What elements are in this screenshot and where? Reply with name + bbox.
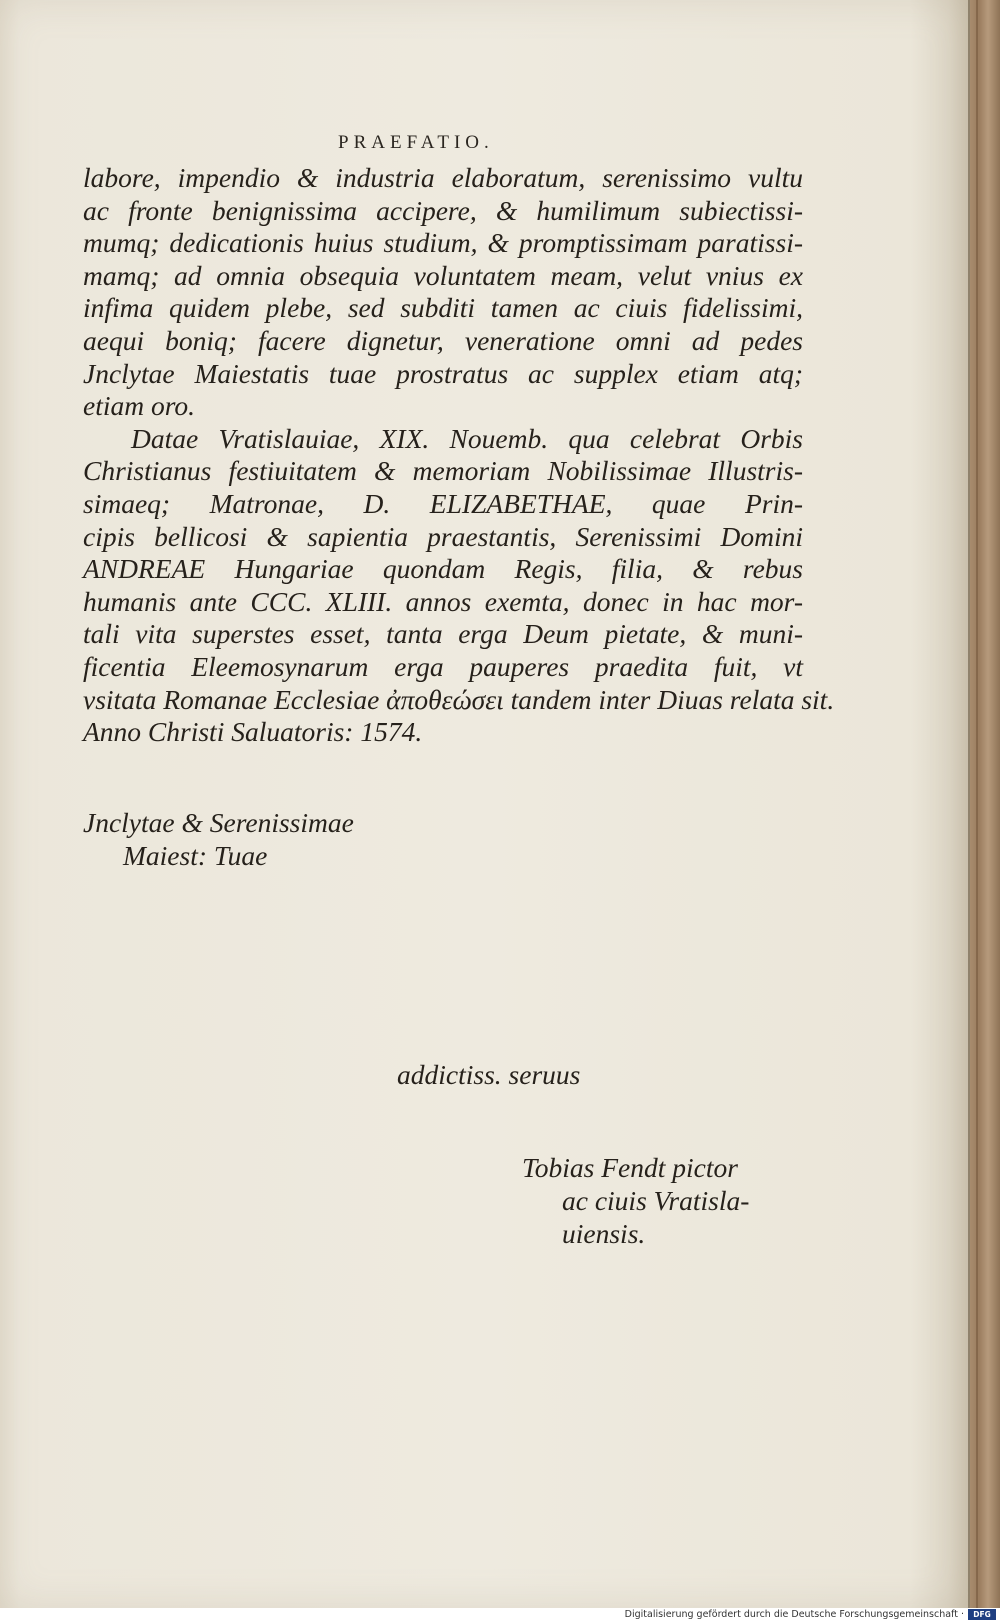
servus-line: addictiss. seruus [397,1059,581,1090]
text-line: humanis ante CCC. XLIII. annos exemta, donec in hac mor- [83,585,803,617]
book-edge [970,0,1000,1608]
footer-bar [0,1608,1000,1621]
text-line: cipis bellicosi & sapientia praestantis, Serenissimi Domini [83,520,803,552]
text-line: infima quidem plebe, sed subditi tamen ac ciuis fidelissimi, [83,292,803,324]
text-line: Jnclytae Maiestatis tuae prostratus ac supplex etiam atq; [83,357,803,389]
text-line: ficentia Eleemosynarum erga pauperes praedita fuit, vt [83,650,803,682]
text-line: ac fronte benignissima accipere, & humilimum subiectissi- [83,194,803,226]
text-line: ANDREAE Hungariae quondam Regis, filia, & rebus [83,553,803,585]
text-line: Anno Christi Saluatoris: 1574. [83,716,423,748]
text-line: vsitata Romanae Ecclesiae ἀποθεώσει tandem inter Diuas relata sit. [83,683,835,715]
text-line: tali vita superstes esset, tanta erga Deum pietate, & muni- [83,618,803,650]
funding-note: Digitalisierung gefördert durch die Deutsche Forschungsgemeinschaft · [624,1609,964,1620]
salutation-line: Jnclytae & Serenissimae [83,807,354,838]
signature-line: ac ciuis Vratisla- [562,1185,750,1216]
text-line: simaeq; Matronae, D. ELIZABETHAE, quae Prin- [83,487,803,519]
text-line: Datae Vratislauiae, XIX. Nouemb. qua celebrat Orbis [131,422,803,454]
text-line: mamq; ad omnia obsequia voluntatem meam, velut vnius ex [83,259,803,291]
text-line: etiam oro. [83,390,196,422]
text-line: mumq; dedicationis huius studium, & promptissimam paratissi- [83,227,803,259]
signature [522,1151,749,1250]
main-text [83,162,835,749]
closing-salutation [83,806,354,872]
dfg-logo: DFG [968,1609,996,1620]
signature-line: Tobias Fendt pictor [522,1152,738,1183]
text-line: labore, impendio & industria elaboratum, serenissimo vultu [83,162,803,193]
text-line: Christianus festiuitatem & memoriam Nobilissimae Illustris- [83,455,803,487]
running-heading: PRAEFATIO. [338,132,494,153]
text-line: aequi boniq; facere dignetur, veneratione omni ad pedes [83,324,803,356]
signature-line: uiensis. [562,1218,646,1249]
salutation-line: Maiest: Tuae [123,840,268,871]
